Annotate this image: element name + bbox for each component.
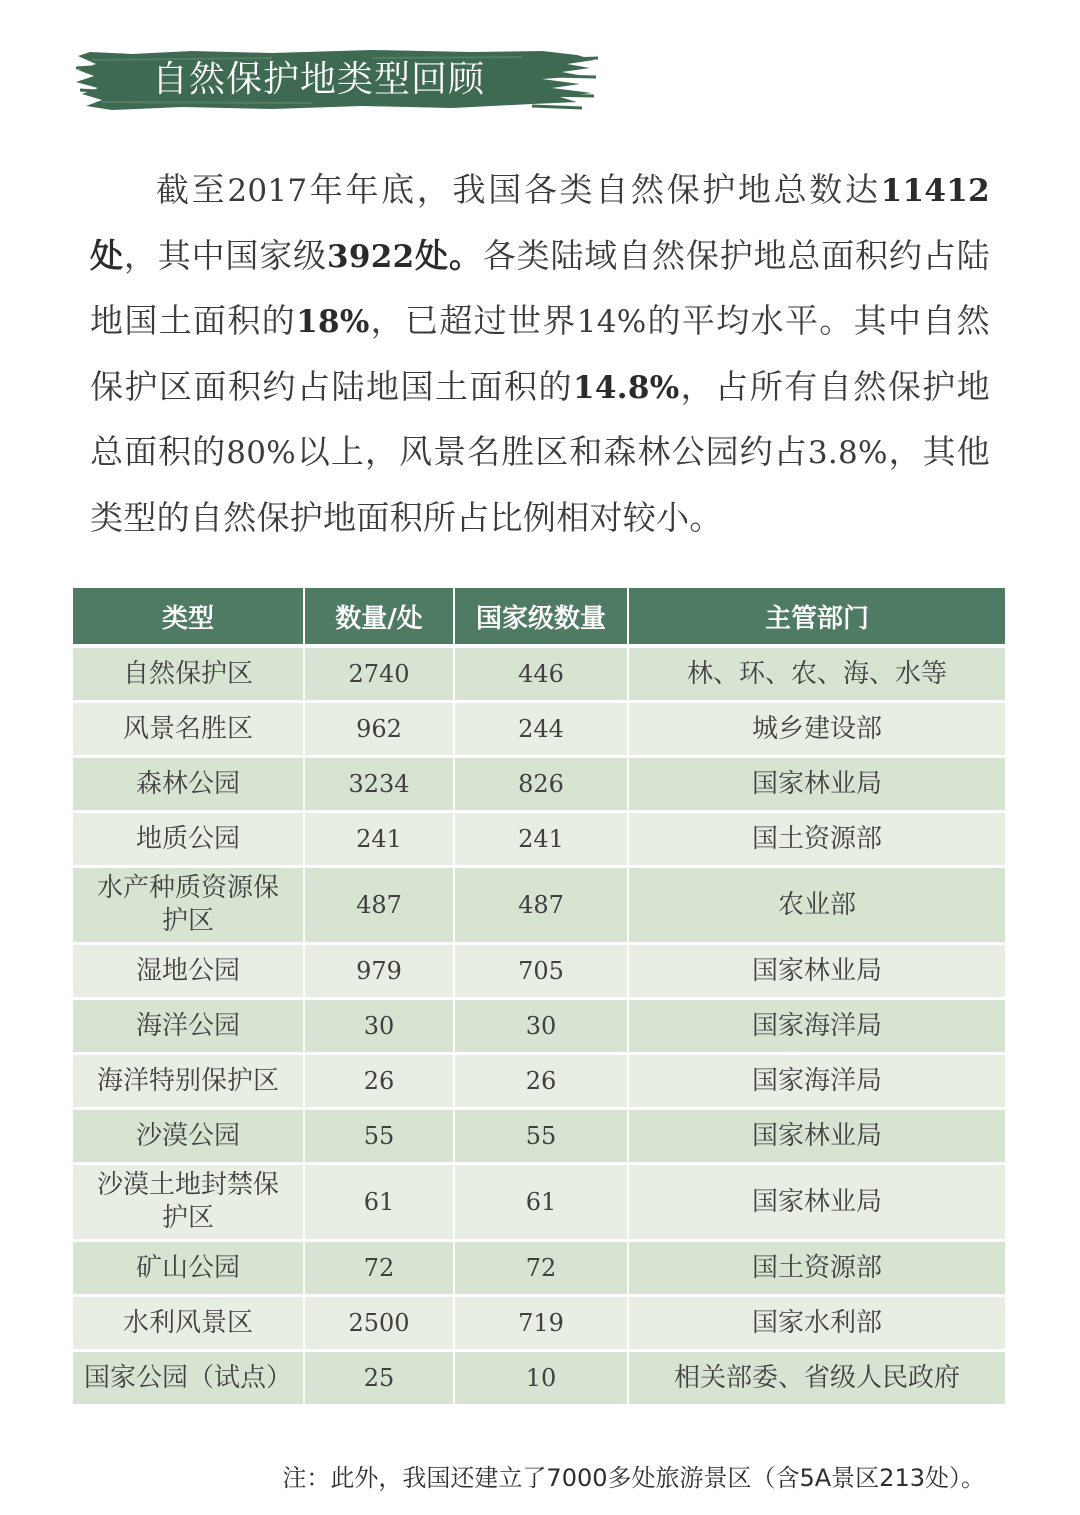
intro-pct-80: 80% — [226, 435, 297, 471]
cell-national: 72 — [455, 1242, 629, 1297]
intro-year: 2017 — [227, 173, 308, 209]
intro-total-unit: 处 — [90, 235, 124, 275]
cell-count: 25 — [305, 1352, 455, 1407]
table-row — [73, 1352, 1005, 1407]
intro-text-4: 各类陆域自然保护地总面积约占陆地国土面积的 — [90, 235, 990, 340]
section-title: 自然保护地类型回顾 — [152, 59, 486, 100]
intro-pct-38: 3.8% — [807, 435, 888, 471]
table-row — [73, 758, 1005, 813]
cell-count: 962 — [305, 703, 455, 758]
intro-pct-world: 14% — [576, 304, 647, 340]
cell-dept: 国家林业局 — [629, 758, 1005, 813]
cell-count: 2500 — [305, 1297, 455, 1352]
cell-dept: 相关部委、省级人民政府 — [629, 1352, 1005, 1407]
intro-text-1: 截至 — [156, 170, 228, 209]
cell-national: 487 — [455, 868, 629, 945]
intro-text-9: ，其他类型的自然保护地面积所占比例相对较小。 — [90, 432, 990, 537]
cell-type: 海洋特别保护区 — [73, 1055, 305, 1110]
table-header-row — [73, 588, 1005, 648]
header-dept: 主管部门 — [629, 588, 1005, 648]
header-national: 国家级数量 — [455, 588, 629, 648]
cell-count: 241 — [305, 813, 455, 868]
cell-count: 61 — [305, 1165, 455, 1242]
cell-count: 979 — [305, 945, 455, 1000]
cell-dept: 国家水利部 — [629, 1297, 1005, 1352]
cell-national: 10 — [455, 1352, 629, 1407]
cell-national: 241 — [455, 813, 629, 868]
table-row — [73, 1242, 1005, 1297]
cell-type: 森林公园 — [73, 758, 305, 813]
cell-type: 风景名胜区 — [73, 703, 305, 758]
intro-text-5: ，已超过世界 — [369, 301, 577, 340]
intro-text-3: ，其中国家级 — [123, 235, 327, 275]
protected-areas-table — [73, 588, 1005, 1407]
cell-dept: 国家林业局 — [629, 1110, 1005, 1165]
table-row — [73, 1165, 1005, 1242]
header-type: 类型 — [73, 588, 305, 648]
table-row — [73, 1110, 1005, 1165]
table-row — [73, 813, 1005, 868]
cell-national: 30 — [455, 1000, 629, 1055]
cell-national: 446 — [455, 648, 629, 703]
header-count: 数量/处 — [305, 588, 455, 648]
table-row — [73, 1055, 1005, 1110]
cell-national: 826 — [455, 758, 629, 813]
intro-text-6: 的平均水平。其中自然保护区面积约占陆地国土面积的 — [90, 301, 990, 406]
cell-count: 3234 — [305, 758, 455, 813]
intro-text-8: 以上，风景名胜区和森林公园约占 — [296, 432, 808, 471]
cell-count: 487 — [305, 868, 455, 945]
cell-dept: 林、环、农、海、水等 — [629, 648, 1005, 703]
table — [73, 588, 1005, 1407]
cell-count: 26 — [305, 1055, 455, 1110]
cell-dept: 城乡建设部 — [629, 703, 1005, 758]
cell-dept: 国土资源部 — [629, 1242, 1005, 1297]
cell-dept: 国家林业局 — [629, 945, 1005, 1000]
cell-type: 水利风景区 — [73, 1297, 305, 1352]
cell-national: 55 — [455, 1110, 629, 1165]
footnote: 注：此外，我国还建立了7000多处旅游景区（含5A景区213处）。 — [282, 1464, 985, 1492]
cell-type: 国家公园（试点） — [73, 1352, 305, 1407]
cell-national: 61 — [455, 1165, 629, 1242]
intro-text-7: ，占所有自然保护地总面积的 — [90, 366, 990, 471]
cell-national: 244 — [455, 703, 629, 758]
table-row — [73, 945, 1005, 1000]
intro-text-2: 年年底，我国各类自然保护地总数达 — [307, 170, 881, 209]
intro-paragraph — [90, 158, 990, 550]
table-row — [73, 868, 1005, 945]
cell-dept: 国家海洋局 — [629, 1055, 1005, 1110]
cell-type: 沙漠土地封禁保护区 — [73, 1165, 305, 1242]
cell-dept: 国家海洋局 — [629, 1000, 1005, 1055]
table-row — [73, 703, 1005, 758]
cell-dept: 农业部 — [629, 868, 1005, 945]
intro-pct-land: 18% — [296, 304, 370, 340]
cell-type: 矿山公园 — [73, 1242, 305, 1297]
section-title-banner — [72, 46, 600, 116]
intro-national-unit: 处。 — [414, 235, 483, 275]
cell-type: 地质公园 — [73, 813, 305, 868]
cell-count: 72 — [305, 1242, 455, 1297]
cell-national: 26 — [455, 1055, 629, 1110]
cell-count: 2740 — [305, 648, 455, 703]
table-row — [73, 648, 1005, 703]
cell-national: 705 — [455, 945, 629, 1000]
cell-dept: 国土资源部 — [629, 813, 1005, 868]
table-row — [73, 1297, 1005, 1352]
intro-pct-reserve: 14.8% — [573, 369, 680, 406]
cell-type: 水产种质资源保护区 — [73, 868, 305, 945]
cell-type: 海洋公园 — [73, 1000, 305, 1055]
table-row — [73, 1000, 1005, 1055]
cell-type: 湿地公园 — [73, 945, 305, 1000]
cell-count: 30 — [305, 1000, 455, 1055]
cell-type: 沙漠公园 — [73, 1110, 305, 1165]
cell-count: 55 — [305, 1110, 455, 1165]
cell-type: 自然保护区 — [73, 648, 305, 703]
intro-national: 3922 — [326, 238, 415, 275]
cell-dept: 国家林业局 — [629, 1165, 1005, 1242]
cell-national: 719 — [455, 1297, 629, 1352]
intro-total: 11412 — [880, 173, 990, 209]
